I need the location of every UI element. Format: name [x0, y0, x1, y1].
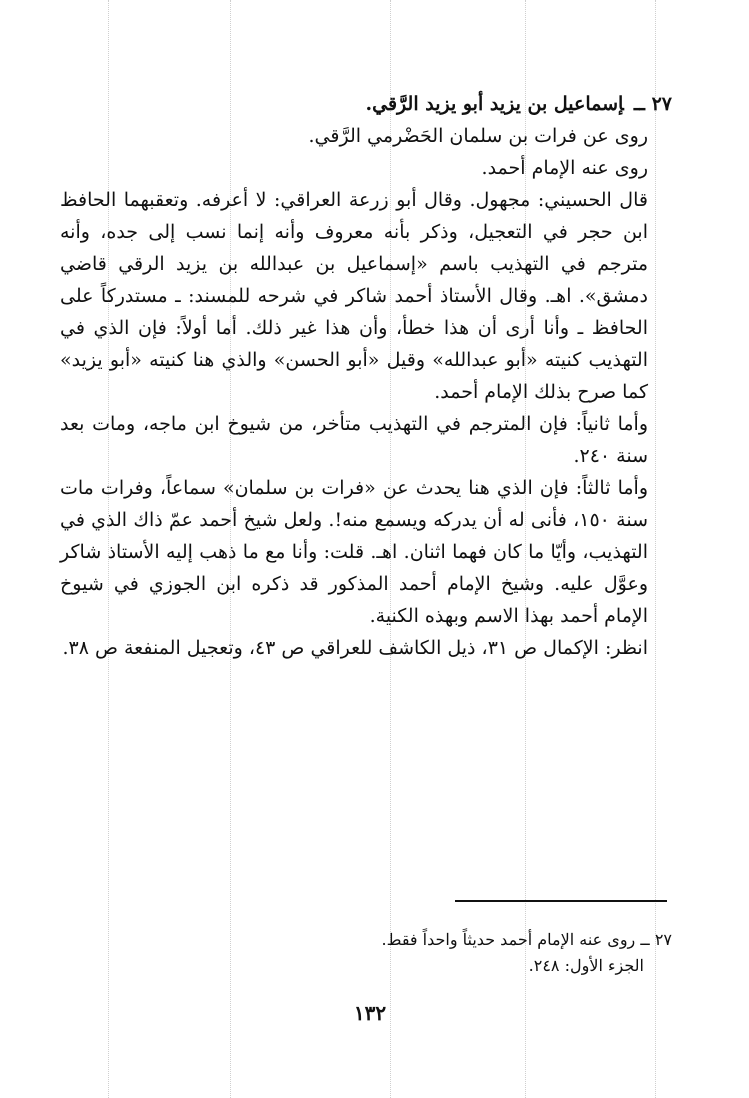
footnote-line-2: الجزء الأول: ٢٤٨. — [528, 956, 644, 975]
narrated-from-line: روى عن فرات بن سلمان الحَضْرمي الرَّقي. — [308, 125, 648, 147]
footnote-divider — [455, 900, 667, 902]
page-body — [60, 88, 672, 664]
footnotes — [300, 927, 672, 979]
narrated-by-line: روى عنه الإمام أحمد. — [481, 157, 648, 179]
footnote-line-1: ٢٧ ــ روى عنه الإمام أحمد حديثاً واحداً فقط. — [381, 930, 672, 949]
body-paragraph-2: وأما ثانياً: فإن المترجم في التهذيب متأخر، من شيوخ ابن ماجه، ومات بعد سنة ٢٤٠. — [60, 413, 648, 467]
body-paragraph-1: قال الحسيني: مجهول. وقال أبو زرعة العراقي: لا أعرفه. وتعقبهما الحافظ ابن حجر في التعجيل، وذكر بأنه معروف وأنه إنما نسب إلى جده، وأنه مترجم في التهذيب باسم «إسماعيل بن عبدالله بن يزيد الرقي قاضي دمشق». اهـ. وقال الأستاذ أحمد شاكر في شرحه للمسند: ـ مستدركاً على الحافظ ـ وأنا أرى أن هذا خطأ، وأن هذا غير ذلك. أما أولاً: فإن الذي في التهذيب كنيته «أبو عبدالله» وقيل «أبو الحسن» والذي هنا كنيته «أبو يزيد» كما صرح بذلك الإمام أحمد. — [60, 189, 648, 403]
body-paragraph-3: وأما ثالثاً: فإن الذي هنا يحدث عن «فرات بن سلمان» سماعاً، وفرات مات سنة ١٥٠، فأنى له أن يدركه ويسمع منه!. ولعل شيخ أحمد عمّ ذاك الذي في التهذيب، وأيّا ما كان فهما اثنان. اهـ. قلت: وأنا مع ما ذهب إليه الأستاذ شاكر وعوَّل عليه. وشيخ الإمام أحمد المذكور قد ذكره ابن الجوزي في شيوخ الإمام أحمد بهذا الاسم وبهذه الكنية. — [60, 477, 648, 627]
references-paragraph: انظر: الإكمال ص ٣١، ذيل الكاشف للعراقي ص ٤٣، وتعجيل المنفعة ص ٣٨. — [62, 637, 648, 659]
entry-name: إسماعيل بن يزيد أبو يزيد الرَّقي. — [365, 93, 624, 115]
entry-heading — [60, 88, 672, 120]
entry-number: ٢٧ ــ — [633, 93, 672, 115]
page-number: ١٣٢ — [353, 1001, 387, 1025]
